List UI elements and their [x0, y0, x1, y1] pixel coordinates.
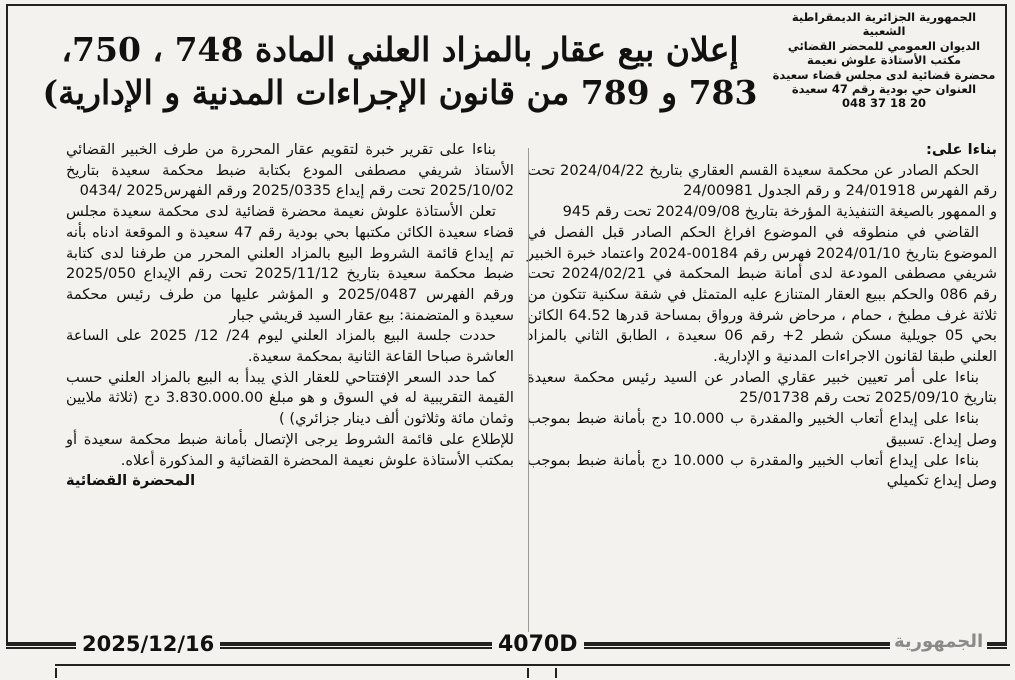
- header-phone: 048 37 18 20: [841, 96, 927, 111]
- issuer-header: [769, 10, 999, 111]
- footer-code: 4070D: [492, 632, 584, 657]
- paragraph: بناءا على إيداع أتعاب الخبير والمقدرة ب 10.000 دج بأمانة ضبط بموجب وصل إيداع. تسبيق: [527, 410, 997, 448]
- left-column: [66, 140, 514, 492]
- header-line: العنوان حي بودية رقم 47 سعيدة: [791, 82, 977, 97]
- footer-date: 2025/12/16: [76, 632, 220, 656]
- next-ad-box: [55, 668, 529, 678]
- paragraph: القاضي في منطوقه في الموضوع افراغ الحكم الصادر قبل الفصل في الموضوع بتاريخ 2024/01/10 فهرس رقم 00184-2024 واعتماد خبرة الخبير شريفي مصطفى المودعة لدى أمانة ضبط المحكمة في 2024/02/21 تحت رقم 086 والحكم ببيع العقار المتنازع عليه المتمثل في شقة سكنية تتكون من ثلاثة غرف مطبخ ، حمام ، مرحاض شرفة ورواق بمساحة قدرها 64.52 الكائن بحي 05 جويلية مسكن شطر 2+ رقم 06 سعيدة ، الطابق الثاني بالمزاد العلني طبقا لقانون الاجراءات المدنية و الإدارية.: [527, 223, 998, 366]
- header-line: محضرة قضائية لدى مجلس قضاء سعيدة: [772, 67, 996, 82]
- paragraph: تعلن الأستاذة علوش نعيمة محضرة قضائية لدى محكمة سعيدة مجلس قضاء سعيدة الكائن مكتبها بحي بودية رقم 47 سعيدة و الموقعة ادناه بأنه تم إيداع قائمة الشروط البيع بالمزاد العلني المحرر من طرفنا لدى كتابة ضبط محكمة سعيدة بتاريخ 2025/11/12 تحت رقم الإيداع 2025/050 ورقم الفهرس 2025/0487 و المؤشر عليها من طرف رئيس محكمة سعيدة و المتضمنة: بيع عقار السيد قريشي جبار: [66, 203, 515, 324]
- next-ad-box: [555, 668, 1007, 678]
- header-line: مكتب الأستاذة علوش نعيمة: [806, 53, 962, 68]
- title-line-2: 783 و 789 من قانون الإجراءات المدنية و الإدارية): [42, 73, 758, 112]
- paragraph: بناءا على تقرير خبرة لتقويم عقار المحررة من طرف الخبير القضائي الأستاذ شريفي مصطفى المودع بكتابة ضبط محكمة سعيدة بتاريخ 2025/10/02 تحت رقم إيداع 2025/0335 ورقم الفهرس2025 /0434: [66, 141, 514, 200]
- page-footer: [6, 630, 1007, 660]
- paragraph: للإطلاع على قائمة الشروط يرجى الإتصال بأمانة ضبط محكمة سعيدة أو بمكتب الأستاذة علوش نعيمة المحضرة القضائية و المذكورة أعلاه.: [66, 430, 514, 469]
- announcement-title: [40, 28, 760, 114]
- paragraph: حددت جلسة البيع بالمزاد العلني ليوم 24/ 12/ 2025 على الساعة العاشرة صباحا القاعة الثانية بمحكمة سعيدة.: [66, 327, 514, 366]
- paragraph: بناءا على أمر تعيين خبير عقاري الصادر عن السيد رئيس محكمة سعيدة بتاريخ 2025/09/10 تحت رقم 25/01738: [527, 368, 997, 407]
- section-heading: بناءا على:: [926, 141, 997, 158]
- newspaper-logo: الجمهورية: [890, 631, 987, 652]
- title-line-1: إعلان بيع عقار بالمزاد العلني المادة 748 ، 750،: [61, 30, 739, 69]
- paragraph: بناءا على إيداع أتعاب الخبير والمقدرة ب 10.000 دج بأمانة ضبط بموجب وصل إيداع تكميلي: [527, 451, 997, 490]
- header-line: الديوان العمومي للمحضر القضائي: [787, 38, 981, 53]
- header-line: الجمهورية الجزائرية الديمقراطية الشعبية: [791, 10, 977, 39]
- paragraph: و الممهور بالصيغة التنفيذية المؤرخة بتاريخ 2024/09/08 تحت رقم 945: [562, 203, 997, 221]
- right-column: [527, 140, 997, 492]
- paragraph: كما حدد السعر الإفتتاحي للعقار الذي يبدأ به البيع بالمزاد العلني حسب القيمة التقريبية له في السوق و هو مبلغ 3.830.000.00 دج (ثلاثة ملايين وثمان مائة وثلاثون ألف دينار جزائري) ): [66, 368, 514, 428]
- signature: المحضرة القضائية: [66, 472, 196, 490]
- paragraph: الحكم الصادر عن محكمة سعيدة القسم العقاري بتاريخ 2024/04/22 تحت رقم الفهرس 24/01918 و رقم الجدول 24/00981: [527, 161, 997, 200]
- next-ad-edge: [55, 664, 1010, 680]
- column-divider: [528, 148, 529, 638]
